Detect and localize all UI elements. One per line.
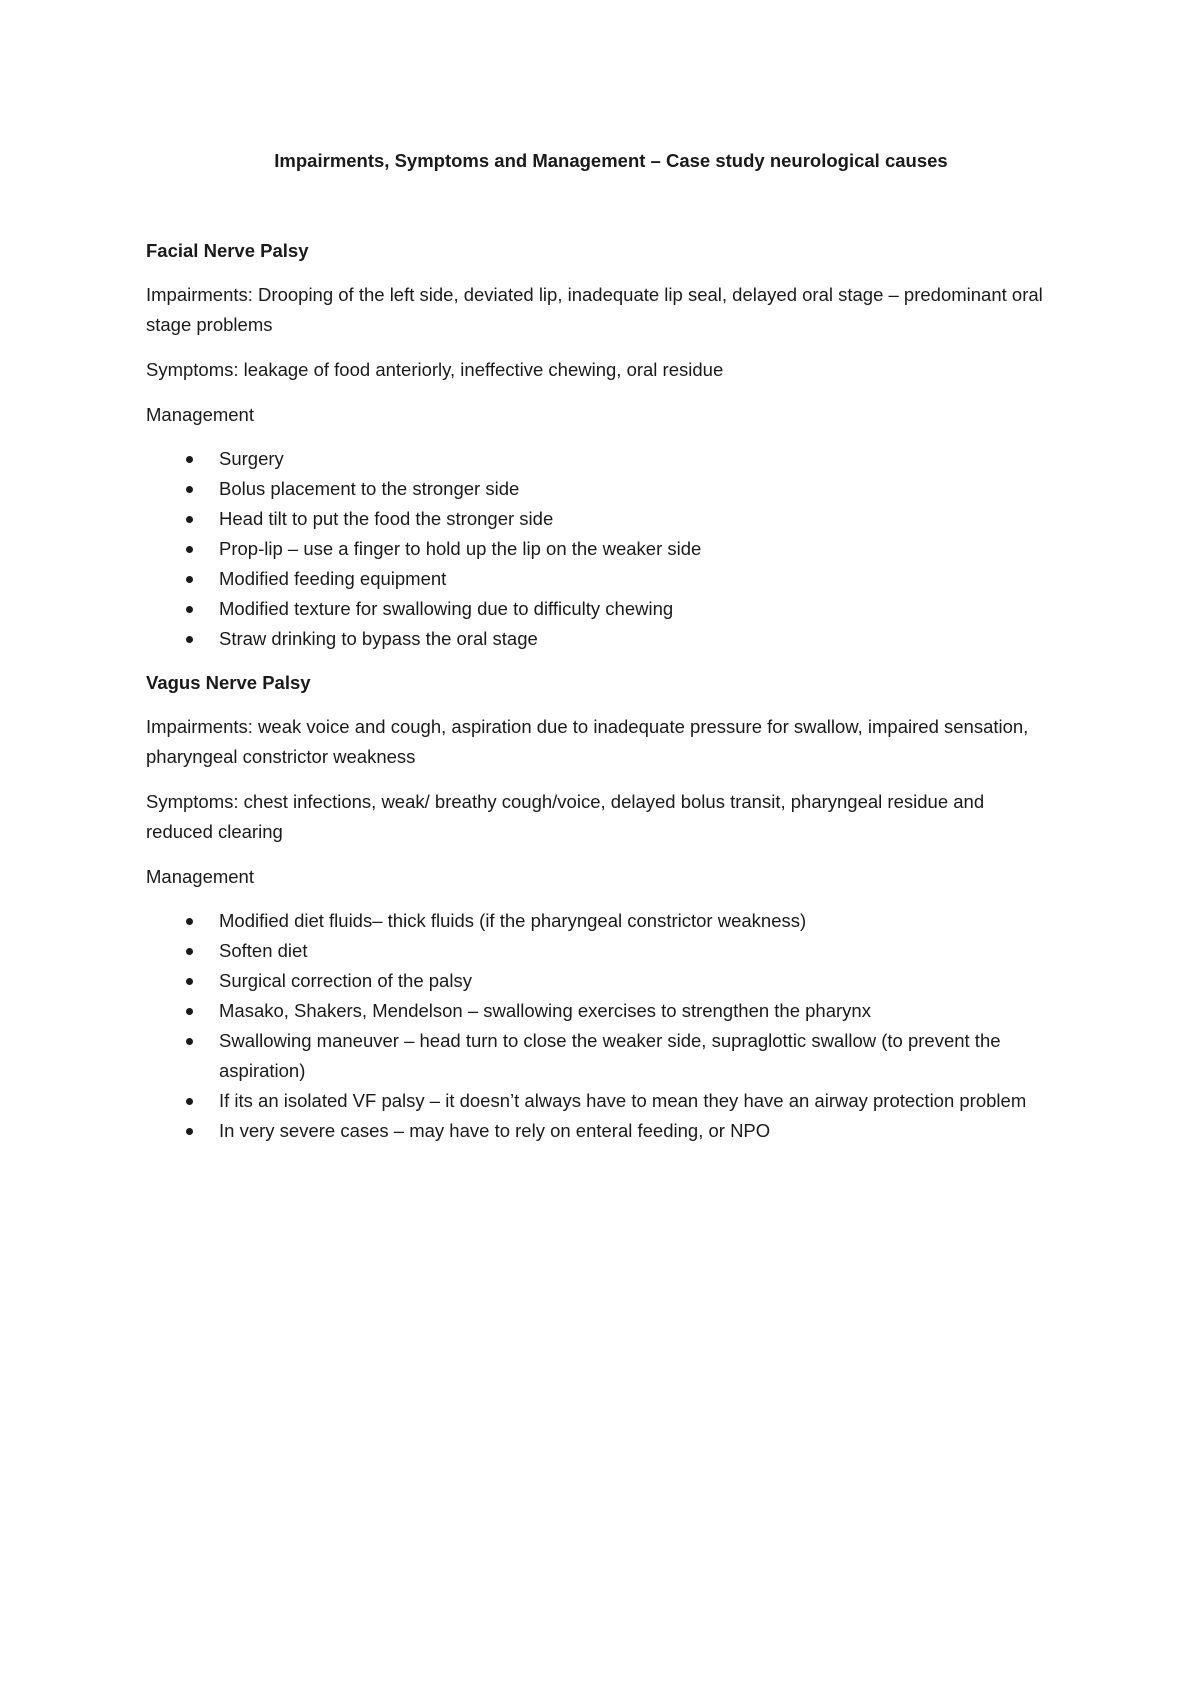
bullet-icon bbox=[186, 1128, 193, 1135]
list-item-text: Masako, Shakers, Mendelson – swallowing exercises to strengthen the pharynx bbox=[219, 1000, 871, 1021]
list-item-text: Soften diet bbox=[219, 940, 308, 961]
list-item-text: Surgery bbox=[219, 448, 284, 469]
list-item-text: Prop-lip – use a finger to hold up the lip on the weaker side bbox=[219, 538, 702, 559]
section-heading-facial-nerve-palsy: Facial Nerve Palsy bbox=[146, 240, 309, 261]
facial-impairments-paragraph: Impairments: Drooping of the left side, deviated lip, inadequate lip seal, delayed oral stage – predominant oral stage problems bbox=[146, 284, 1043, 335]
bullet-icon bbox=[186, 546, 193, 553]
facial-management-label: Management bbox=[146, 404, 254, 425]
list-item bbox=[146, 1026, 1056, 1086]
list-item bbox=[146, 966, 1056, 996]
list-item bbox=[146, 504, 1056, 534]
list-item-text: Surgical correction of the palsy bbox=[219, 970, 472, 991]
list-item-text: Modified diet fluids– thick fluids (if the pharyngeal constrictor weakness) bbox=[219, 910, 807, 931]
list-item-text: Modified feeding equipment bbox=[219, 568, 447, 589]
bullet-icon bbox=[186, 1008, 193, 1015]
bullet-icon bbox=[186, 456, 193, 463]
list-item-text: If its an isolated VF palsy – it doesn’t always have to mean they have an airway protection problem bbox=[219, 1090, 1027, 1111]
bullet-icon bbox=[186, 636, 193, 643]
bullet-icon bbox=[186, 948, 193, 955]
facial-management-list bbox=[146, 444, 1056, 654]
bullet-icon bbox=[186, 918, 193, 925]
list-item-text: Bolus placement to the stronger side bbox=[219, 478, 520, 499]
vagus-management-label: Management bbox=[146, 866, 254, 887]
bullet-icon bbox=[186, 576, 193, 583]
list-item-text: Modified texture for swallowing due to difficulty chewing bbox=[219, 598, 674, 619]
vagus-management-list bbox=[146, 906, 1056, 1146]
list-item bbox=[146, 444, 1056, 474]
list-item bbox=[146, 936, 1056, 966]
list-item-text: Head tilt to put the food the stronger side bbox=[219, 508, 554, 529]
list-item bbox=[146, 906, 1056, 936]
list-item bbox=[146, 1116, 1056, 1146]
list-item-text: Swallowing maneuver – head turn to close the weaker side, supraglottic swallow (to prevent the aspiration) bbox=[219, 1030, 1001, 1081]
list-item bbox=[146, 534, 1056, 564]
bullet-icon bbox=[186, 978, 193, 985]
list-item bbox=[146, 594, 1056, 624]
list-item-text: In very severe cases – may have to rely on enteral feeding, or NPO bbox=[219, 1120, 771, 1141]
list-item bbox=[146, 474, 1056, 504]
bullet-icon bbox=[186, 1038, 193, 1045]
bullet-icon bbox=[186, 606, 193, 613]
document-body bbox=[146, 146, 1056, 1160]
bullet-icon bbox=[186, 516, 193, 523]
list-item bbox=[146, 564, 1056, 594]
section-heading-vagus-nerve-palsy: Vagus Nerve Palsy bbox=[146, 672, 311, 693]
list-item bbox=[146, 624, 1056, 654]
bullet-icon bbox=[186, 486, 193, 493]
facial-symptoms-paragraph: Symptoms: leakage of food anteriorly, ineffective chewing, oral residue bbox=[146, 359, 724, 380]
list-item bbox=[146, 1086, 1056, 1116]
document-title: Impairments, Symptoms and Management – Case study neurological causes bbox=[274, 150, 948, 171]
list-item-text: Straw drinking to bypass the oral stage bbox=[219, 628, 538, 649]
bullet-icon bbox=[186, 1098, 193, 1105]
vagus-impairments-paragraph: Impairments: weak voice and cough, aspiration due to inadequate pressure for swallow, impaired sensation, pharyngeal constrictor weakness bbox=[146, 716, 1029, 767]
list-item bbox=[146, 996, 1056, 1026]
vagus-symptoms-paragraph: Symptoms: chest infections, weak/ breathy cough/voice, delayed bolus transit, pharyngeal residue and reduced clearing bbox=[146, 791, 985, 842]
